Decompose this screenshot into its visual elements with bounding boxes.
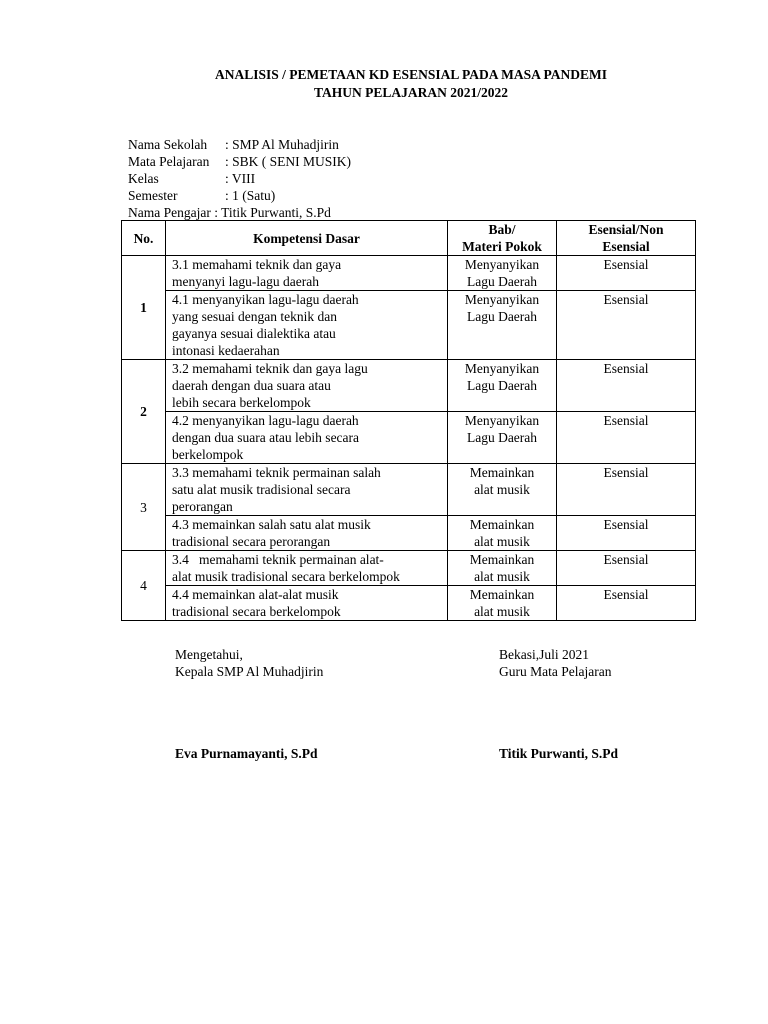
school-label: Nama Sekolah xyxy=(128,137,208,152)
bab-cell: Memainkan alat musik xyxy=(448,464,557,516)
table-header-row xyxy=(122,221,696,256)
school-value: : SMP Al Muhadjirin xyxy=(225,137,339,152)
header-no: No. xyxy=(122,221,166,256)
class-value: : VIII xyxy=(225,171,256,186)
subject-value: : SBK ( SENI MUSIK) xyxy=(225,154,352,169)
info-row-subject xyxy=(128,153,351,170)
kd-cell: 3.4 memahami teknik permainan alat- alat musik tradisional secara berkelompok xyxy=(166,551,448,586)
header-esensial: Esensial/Non Esensial xyxy=(557,221,696,256)
signature-block-principal xyxy=(175,646,323,680)
table-row xyxy=(122,464,696,516)
row-number: 3 xyxy=(122,464,166,551)
table-row xyxy=(122,291,696,360)
info-row-teacher xyxy=(128,204,351,221)
header-bab-materi: Bab/ Materi Pokok xyxy=(448,221,557,256)
kd-cell: 3.3 memahami teknik permainan salah satu alat musik tradisional secara perorangan xyxy=(166,464,448,516)
kd-cell: 3.2 memahami teknik dan gaya lagu daerah dengan dua suara atau lebih secara berkelompok xyxy=(166,360,448,412)
teacher-name: Titik Purwanti, S.Pd xyxy=(499,746,619,761)
status-cell: Esensial xyxy=(557,551,696,586)
bab-cell: Memainkan alat musik xyxy=(448,586,557,621)
info-row-semester xyxy=(128,187,351,204)
status-cell: Esensial xyxy=(557,256,696,291)
semester-label: Semester xyxy=(128,188,178,203)
table-row xyxy=(122,360,696,412)
bab-cell: Menyanyikan Lagu Daerah xyxy=(448,412,557,464)
teacher-info: Nama Pengajar : Titik Purwanti, S.Pd xyxy=(128,205,331,220)
title-line-2: TAHUN PELAJARAN 2021/2022 xyxy=(313,85,508,100)
table-row xyxy=(122,412,696,464)
bab-cell: Memainkan alat musik xyxy=(448,516,557,551)
principal-name: Eva Purnamayanti, S.Pd xyxy=(175,746,318,761)
kd-cell: 4.4 memainkan alat-alat musik tradisional secara berkelompok xyxy=(166,586,448,621)
title-line-1: ANALISIS / PEMETAAN KD ESENSIAL PADA MASA PANDEMI xyxy=(215,67,607,82)
bab-cell: Menyanyikan Lagu Daerah xyxy=(448,256,557,291)
row-number: 4 xyxy=(122,551,166,621)
info-row-school xyxy=(128,136,351,153)
bab-cell: Menyanyikan Lagu Daerah xyxy=(448,360,557,412)
kd-cell: 3.1 memahami teknik dan gaya menyanyi lagu-lagu daerah xyxy=(166,256,448,291)
class-label: Kelas xyxy=(128,171,159,186)
status-cell: Esensial xyxy=(557,360,696,412)
principal-title: Kepala SMP Al Muhadjirin xyxy=(175,664,324,679)
status-cell: Esensial xyxy=(557,516,696,551)
kd-cell: 4.2 menyanyikan lagu-lagu daerah dengan dua suara atau lebih secara berkelompok xyxy=(166,412,448,464)
document-title xyxy=(0,66,768,102)
school-info xyxy=(128,136,351,221)
row-number: 1 xyxy=(122,256,166,360)
status-cell: Esensial xyxy=(557,412,696,464)
subject-label: Mata Pelajaran xyxy=(128,154,210,169)
place-date: Bekasi,Juli 2021 xyxy=(499,647,589,662)
header-kompetensi-dasar: Kompetensi Dasar xyxy=(166,221,448,256)
status-cell: Esensial xyxy=(557,464,696,516)
kd-table xyxy=(121,220,696,621)
table-row xyxy=(122,256,696,291)
status-cell: Esensial xyxy=(557,586,696,621)
bab-cell: Menyanyikan Lagu Daerah xyxy=(448,291,557,360)
info-row-class xyxy=(128,170,351,187)
table-row xyxy=(122,551,696,586)
acknowledged-label: Mengetahui, xyxy=(175,647,243,662)
teacher-title: Guru Mata Pelajaran xyxy=(499,664,612,679)
row-number: 2 xyxy=(122,360,166,464)
kd-cell: 4.1 menyanyikan lagu-lagu daerah yang sesuai dengan teknik dan gayanya sesuai dialektika atau intonasi kedaerahan xyxy=(166,291,448,360)
semester-value: : 1 (Satu) xyxy=(225,188,276,203)
bab-cell: Memainkan alat musik xyxy=(448,551,557,586)
status-cell: Esensial xyxy=(557,291,696,360)
signature-block-teacher xyxy=(499,646,611,680)
table-row xyxy=(122,516,696,551)
kd-cell: 4.3 memainkan salah satu alat musik tradisional secara perorangan xyxy=(166,516,448,551)
table-row xyxy=(122,586,696,621)
